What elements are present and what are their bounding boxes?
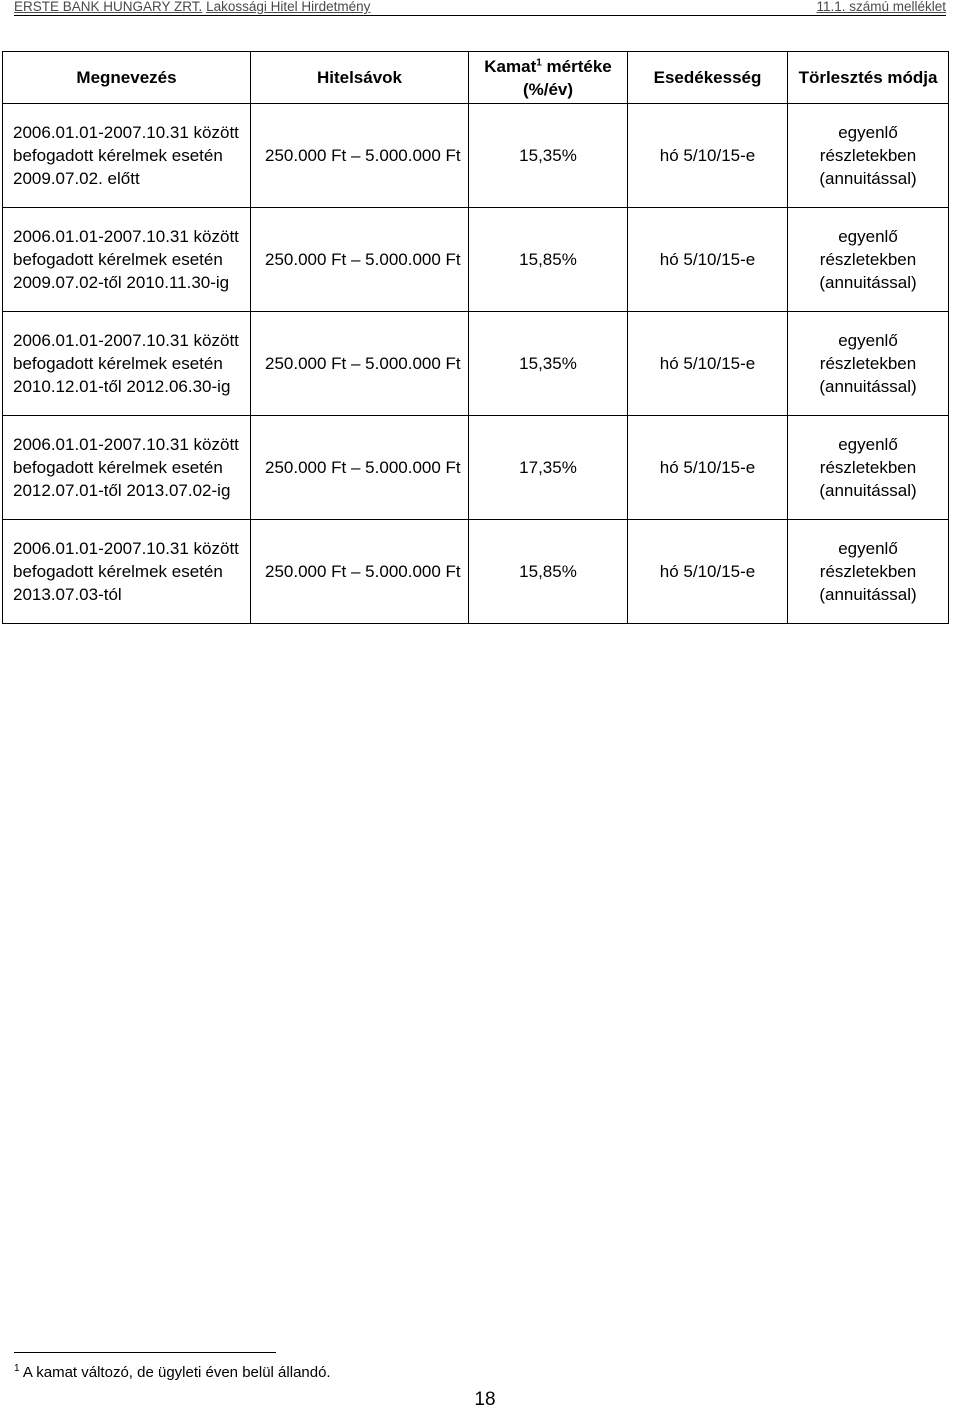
- cell-mode: egyenlő részletekben (annuitással): [788, 104, 949, 208]
- cell-band: 250.000 Ft – 5.000.000 Ft: [251, 416, 469, 520]
- table-row: [3, 208, 949, 312]
- table-row: [3, 416, 949, 520]
- header-left: [14, 0, 370, 14]
- cell-due: hó 5/10/15-e: [628, 416, 788, 520]
- cell-rate: 17,35%: [469, 416, 628, 520]
- page-header: [14, 0, 946, 16]
- cell-band: 250.000 Ft – 5.000.000 Ft: [251, 104, 469, 208]
- header-bands: Hitelsávok: [251, 52, 469, 104]
- page-number: 18: [474, 1389, 496, 1410]
- cell-rate: 15,85%: [469, 208, 628, 312]
- cell-due: hó 5/10/15-e: [628, 208, 788, 312]
- document-title: Lakossági Hitel Hirdetmény: [206, 0, 371, 14]
- table-row: [3, 312, 949, 416]
- header-rate: Kamat$^1$ mértéke (%/év): [469, 52, 628, 104]
- cell-name: 2006.01.01-2007.10.31 között befogadott kérelmek esetén 2010.12.01-től 2012.06.30-ig: [3, 312, 251, 416]
- footnote-text: A kamat változó, de ügyleti éven belül állandó.: [19, 1364, 331, 1381]
- interest-rate-table: [2, 51, 949, 624]
- table-row: [3, 104, 949, 208]
- cell-name: 2006.01.01-2007.10.31 között befogadott kérelmek esetén 2012.07.01-től 2013.07.02-ig: [3, 416, 251, 520]
- cell-rate: 15,35%: [469, 312, 628, 416]
- footnote: [14, 1364, 331, 1382]
- cell-band: 250.000 Ft – 5.000.000 Ft: [251, 312, 469, 416]
- cell-mode: egyenlő részletekben (annuitással): [788, 312, 949, 416]
- cell-rate: 15,85%: [469, 520, 628, 624]
- cell-mode: egyenlő részletekben (annuitással): [788, 208, 949, 312]
- bank-name: ERSTE BANK HUNGARY ZRT.: [14, 0, 203, 14]
- cell-mode: egyenlő részletekben (annuitással): [788, 520, 949, 624]
- cell-band: 250.000 Ft – 5.000.000 Ft: [251, 208, 469, 312]
- cell-name: 2006.01.01-2007.10.31 között befogadott kérelmek esetén 2009.07.02. előtt: [3, 104, 251, 208]
- table-header-row: [3, 52, 949, 104]
- cell-rate: 15,35%: [469, 104, 628, 208]
- cell-due: hó 5/10/15-e: [628, 520, 788, 624]
- header-name: Megnevezés: [3, 52, 251, 104]
- cell-mode: egyenlő részletekben (annuitással): [788, 416, 949, 520]
- footnote-divider: [14, 1352, 276, 1353]
- header-mode: Törlesztés módja: [788, 52, 949, 104]
- cell-due: hó 5/10/15-e: [628, 104, 788, 208]
- footnote-marker: 1: [14, 1363, 20, 1374]
- table-row: [3, 520, 949, 624]
- cell-due: hó 5/10/15-e: [628, 312, 788, 416]
- cell-band: 250.000 Ft – 5.000.000 Ft: [251, 520, 469, 624]
- cell-name: 2006.01.01-2007.10.31 között befogadott kérelmek esetén 2009.07.02-től 2010.11.30-ig: [3, 208, 251, 312]
- header-due: Esedékesség: [628, 52, 788, 104]
- cell-name: 2006.01.01-2007.10.31 között befogadott kérelmek esetén 2013.07.03-tól: [3, 520, 251, 624]
- annex-label: 11.1. számú melléklet: [816, 0, 946, 14]
